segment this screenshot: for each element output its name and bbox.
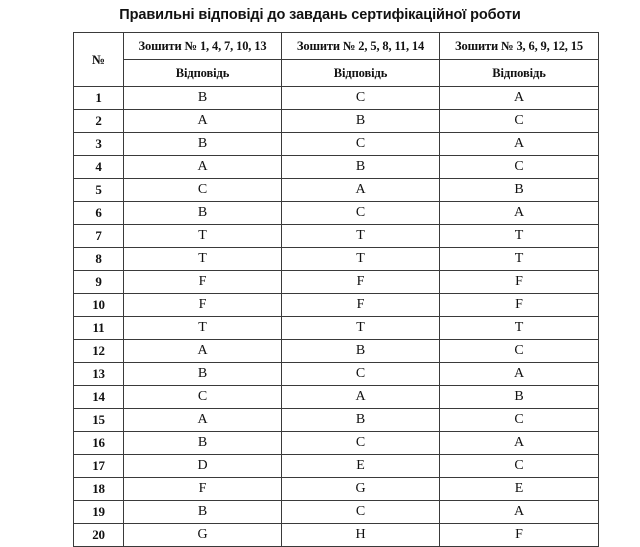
- table-row: [74, 271, 599, 294]
- answer-cell-col3: E: [440, 478, 599, 501]
- row-number: 2: [74, 110, 124, 133]
- answer-cell-col2: B: [282, 409, 440, 432]
- answer-cell-col3: A: [440, 363, 599, 386]
- row-number: 19: [74, 501, 124, 524]
- row-number: 14: [74, 386, 124, 409]
- table-row: [74, 202, 599, 225]
- answer-cell-col1: T: [124, 317, 282, 340]
- answer-cell-col2: F: [282, 271, 440, 294]
- row-number: 12: [74, 340, 124, 363]
- row-number: 6: [74, 202, 124, 225]
- answer-cell-col1: F: [124, 294, 282, 317]
- answer-cell-col2: A: [282, 386, 440, 409]
- answer-cell-col1: B: [124, 501, 282, 524]
- table-row: [74, 156, 599, 179]
- row-number: 18: [74, 478, 124, 501]
- answer-cell-col1: B: [124, 432, 282, 455]
- table-header: [74, 33, 599, 87]
- header-row-subheaders: [74, 60, 599, 87]
- header-number: №: [74, 33, 124, 87]
- answer-cell-col3: B: [440, 179, 599, 202]
- row-number: 9: [74, 271, 124, 294]
- answer-cell-col1: A: [124, 110, 282, 133]
- answer-cell-col2: F: [282, 294, 440, 317]
- table-row: [74, 386, 599, 409]
- answer-cell-col2: H: [282, 524, 440, 547]
- answer-cell-col3: A: [440, 501, 599, 524]
- answer-cell-col3: C: [440, 409, 599, 432]
- answer-cell-col3: T: [440, 248, 599, 271]
- answer-cell-col3: A: [440, 133, 599, 156]
- table-row: [74, 317, 599, 340]
- row-number: 11: [74, 317, 124, 340]
- page-title: Правильні відповіді до завдань сертифікаційної роботи: [119, 7, 521, 23]
- table-row: [74, 110, 599, 133]
- answer-cell-col1: F: [124, 478, 282, 501]
- subheader-answer-2: Відповідь: [282, 60, 440, 87]
- table-row: [74, 432, 599, 455]
- answer-cell-col1: B: [124, 133, 282, 156]
- table-row: [74, 501, 599, 524]
- answer-cell-col2: T: [282, 248, 440, 271]
- answer-cell-col1: A: [124, 156, 282, 179]
- answer-cell-col3: C: [440, 455, 599, 478]
- answer-cell-col3: F: [440, 524, 599, 547]
- answer-cell-col2: T: [282, 225, 440, 248]
- answer-cell-col1: T: [124, 248, 282, 271]
- answer-cell-col1: G: [124, 524, 282, 547]
- answer-cell-col3: T: [440, 225, 599, 248]
- header-booklet-group-2: Зошити № 2, 5, 8, 11, 14: [282, 33, 440, 60]
- table-row: [74, 133, 599, 156]
- answer-cell-col3: C: [440, 340, 599, 363]
- row-number: 3: [74, 133, 124, 156]
- table-row: [74, 294, 599, 317]
- answer-cell-col2: C: [282, 133, 440, 156]
- answer-cell-col1: F: [124, 271, 282, 294]
- answer-cell-col3: A: [440, 87, 599, 110]
- answer-cell-col3: C: [440, 110, 599, 133]
- answer-cell-col2: C: [282, 202, 440, 225]
- table-row: [74, 87, 599, 110]
- row-number: 15: [74, 409, 124, 432]
- row-number: 16: [74, 432, 124, 455]
- table-row: [74, 524, 599, 547]
- table-row: [74, 478, 599, 501]
- subheader-answer-1: Відповідь: [124, 60, 282, 87]
- header-row-booklets: [74, 33, 599, 60]
- answer-cell-col2: C: [282, 363, 440, 386]
- answer-cell-col3: A: [440, 432, 599, 455]
- row-number: 17: [74, 455, 124, 478]
- row-number: 7: [74, 225, 124, 248]
- answer-cell-col2: B: [282, 110, 440, 133]
- answer-cell-col2: E: [282, 455, 440, 478]
- row-number: 1: [74, 87, 124, 110]
- answer-cell-col3: A: [440, 202, 599, 225]
- answer-cell-col2: A: [282, 179, 440, 202]
- answer-cell-col1: B: [124, 202, 282, 225]
- answer-cell-col2: B: [282, 156, 440, 179]
- table-row: [74, 179, 599, 202]
- answer-cell-col2: B: [282, 340, 440, 363]
- header-booklet-group-3: Зошити № 3, 6, 9, 12, 15: [440, 33, 599, 60]
- answers-table: [73, 32, 599, 547]
- answer-cell-col1: A: [124, 340, 282, 363]
- answer-cell-col2: C: [282, 432, 440, 455]
- table-row: [74, 363, 599, 386]
- answer-cell-col3: B: [440, 386, 599, 409]
- answer-cell-col2: C: [282, 87, 440, 110]
- answer-cell-col1: C: [124, 179, 282, 202]
- row-number: 4: [74, 156, 124, 179]
- table-row: [74, 455, 599, 478]
- answer-cell-col3: T: [440, 317, 599, 340]
- answer-cell-col1: B: [124, 363, 282, 386]
- answer-cell-col1: T: [124, 225, 282, 248]
- row-number: 13: [74, 363, 124, 386]
- header-booklet-group-1: Зошити № 1, 4, 7, 10, 13: [124, 33, 282, 60]
- subheader-answer-3: Відповідь: [440, 60, 599, 87]
- table-row: [74, 340, 599, 363]
- answer-cell-col3: F: [440, 271, 599, 294]
- table-row: [74, 248, 599, 271]
- answer-cell-col3: F: [440, 294, 599, 317]
- answer-cell-col1: B: [124, 87, 282, 110]
- answer-cell-col1: C: [124, 386, 282, 409]
- answer-cell-col2: T: [282, 317, 440, 340]
- answer-cell-col2: C: [282, 501, 440, 524]
- answer-cell-col3: C: [440, 156, 599, 179]
- answer-cell-col1: D: [124, 455, 282, 478]
- row-number: 5: [74, 179, 124, 202]
- row-number: 10: [74, 294, 124, 317]
- answer-cell-col2: G: [282, 478, 440, 501]
- table-body: [74, 87, 599, 547]
- row-number: 20: [74, 524, 124, 547]
- row-number: 8: [74, 248, 124, 271]
- table-row: [74, 225, 599, 248]
- answer-cell-col1: A: [124, 409, 282, 432]
- table-row: [74, 409, 599, 432]
